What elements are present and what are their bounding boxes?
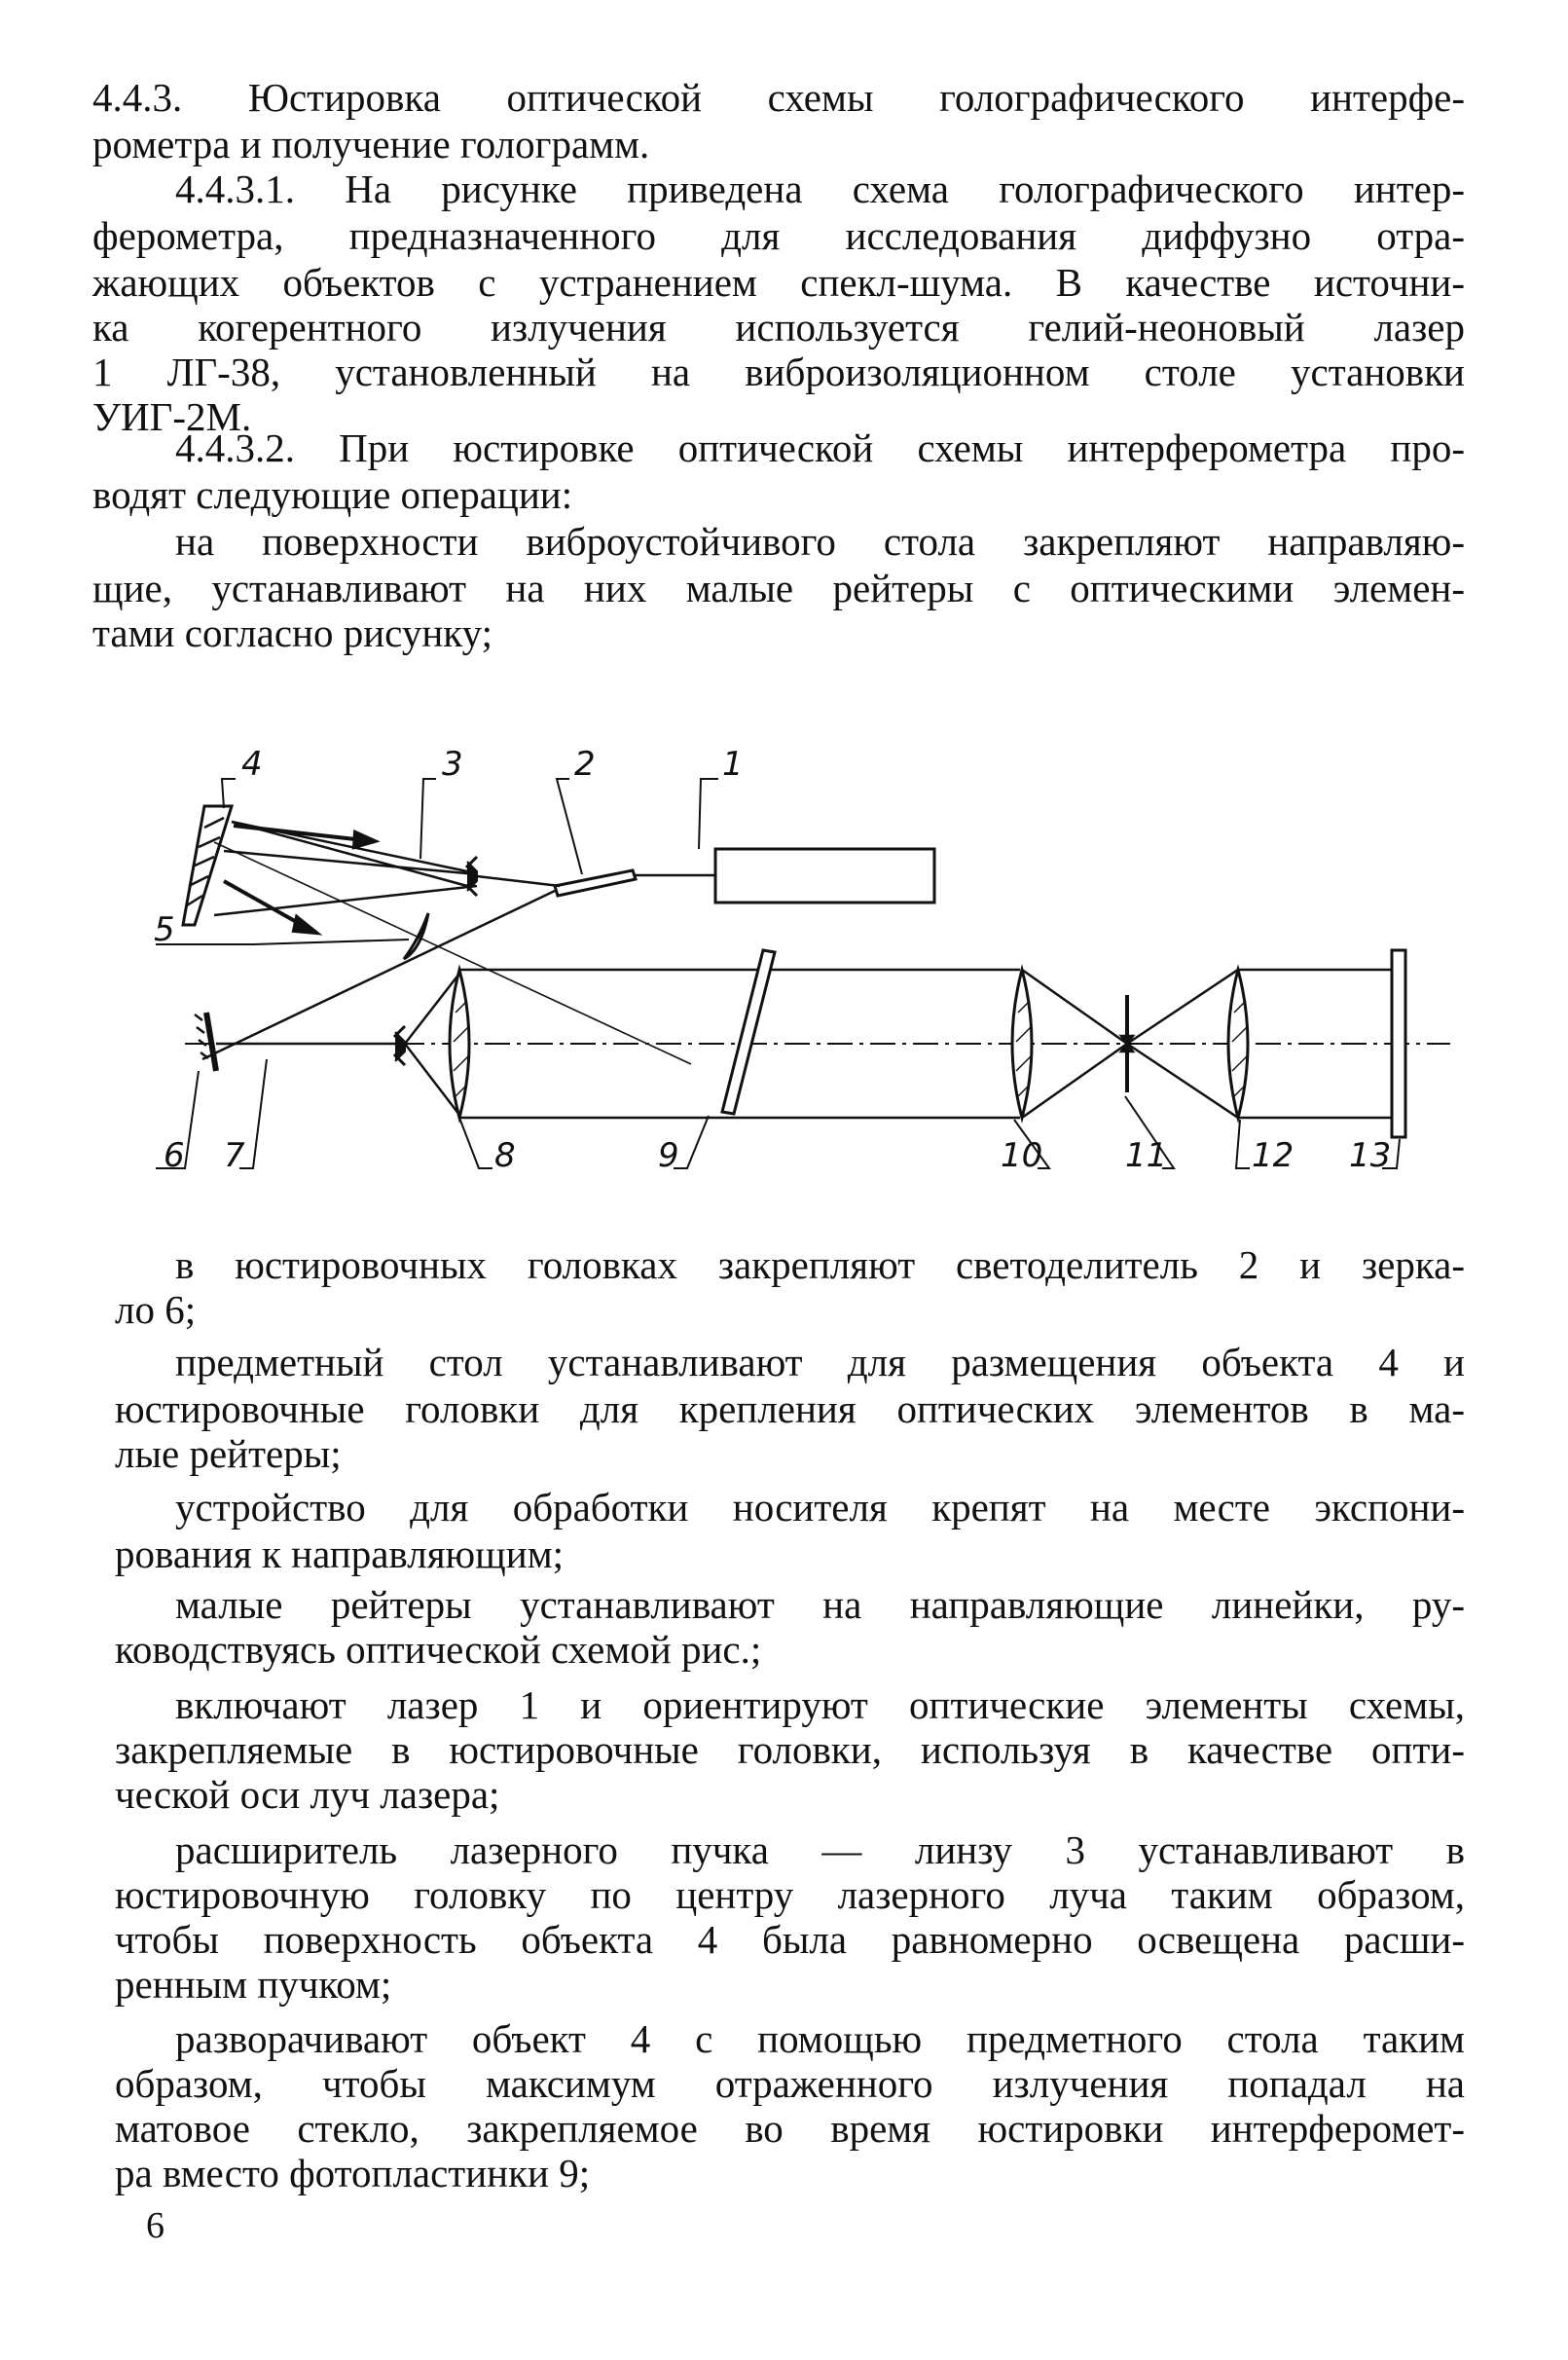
figure-label-12: 12 — [1252, 1136, 1295, 1175]
paragraph-line: 1 ЛГ-38, установленный на виброизоляционном столе установки — [92, 350, 1465, 394]
list-item-line: лые рейтеры; — [115, 1431, 342, 1476]
paragraph-line: 4.4.3.2. При юстировке оптической схемы интерферометра про- — [175, 425, 1465, 470]
figure-label-2: 2 — [574, 745, 596, 784]
list-item-line: ло 6; — [115, 1287, 197, 1332]
paragraph-line: УИГ-2М. — [92, 394, 252, 439]
list-item-line: предметный стол устанавливают для размещения объекта 4 и — [175, 1340, 1465, 1384]
page-number: 6 — [146, 2205, 164, 2246]
ray-line — [1127, 970, 1238, 1044]
lens-8 — [450, 970, 469, 1118]
list-item-line: ководствуясь оптической схемой рис.; — [115, 1627, 762, 1672]
paragraph-line: ка когерентного излучения используется гелий-неоновый лазер — [92, 305, 1465, 350]
ray-line — [202, 891, 555, 1059]
lens-7 — [395, 1026, 405, 1065]
list-item-line: включают лазер 1 и ориентируют оптические элементы схемы, — [175, 1682, 1465, 1727]
lens-3 — [467, 857, 477, 896]
figure-label-9: 9 — [658, 1136, 679, 1175]
lens-12 — [1228, 970, 1248, 1118]
list-item-line: ческой оси луч лазера; — [115, 1772, 500, 1817]
list-item-line: рования к направляющим; — [115, 1531, 565, 1576]
list-item-line: закрепляемые в юстировочные головки, используя в качестве опти- — [115, 1727, 1465, 1772]
ray-line — [1127, 1044, 1238, 1118]
screen-13 — [1392, 950, 1405, 1137]
ray-line — [1022, 1044, 1127, 1118]
beam-line — [477, 876, 560, 886]
arrow-icon — [224, 826, 375, 933]
figure-label-10: 10 — [1001, 1136, 1043, 1175]
section-title-line: рометра и получение голограмм. — [92, 122, 650, 166]
paragraph-line: ферометра, предназначенного для исследования диффузно отра- — [92, 213, 1465, 258]
figure-label-4: 4 — [241, 745, 263, 784]
laser-box — [715, 849, 934, 903]
lens-10 — [1012, 970, 1032, 1118]
list-item-line: ренным пучком; — [115, 1962, 392, 2007]
list-item-line: щие, устанавливают на них малые рейтеры с оптическими элемен- — [92, 566, 1465, 610]
figure-label-6: 6 — [164, 1136, 185, 1175]
paragraph-line: жающих объектов с устранением спекл-шума. В качестве источни- — [92, 260, 1465, 305]
list-item-line: чтобы поверхность объекта 4 была равномерно освещена расши- — [115, 1917, 1465, 1962]
optical-scheme-figure — [154, 745, 1450, 1178]
figure-label-8: 8 — [494, 1136, 516, 1175]
figure-label-13: 13 — [1349, 1136, 1392, 1175]
list-item-line: разворачивают объект 4 с помощью предметного стола таким — [175, 2016, 1465, 2061]
ray-line — [214, 886, 477, 915]
paragraph-line: 4.4.3.1. На рисунке приведена схема голографического интер- — [175, 166, 1465, 211]
list-item-line: устройство для обработки носителя крепят на месте экспони- — [175, 1485, 1465, 1530]
list-item-line: тами согласно рисунку; — [92, 610, 492, 655]
figure-label-1: 1 — [722, 745, 744, 784]
mirror-6 — [195, 1013, 216, 1071]
list-item-line: на поверхности виброустойчивого стола закрепляют направляю- — [175, 519, 1465, 564]
figure-label-5: 5 — [154, 910, 175, 949]
paragraph-line: водят следующие операции: — [92, 472, 573, 517]
photoplate-9 — [722, 950, 775, 1114]
list-item-line: юстировочную головку по центру лазерного луча таким образом, — [115, 1872, 1465, 1917]
ray-line — [1022, 970, 1127, 1044]
list-item-line: образом, чтобы максимум отраженного излучения попадал на — [115, 2061, 1465, 2106]
object-4 — [183, 806, 232, 925]
figure-label-3: 3 — [442, 745, 463, 784]
list-item-line: юстировочные головки для крепления оптических элементов в ма- — [115, 1386, 1465, 1431]
figure-label-11: 11 — [1125, 1136, 1168, 1175]
list-item-line: расширитель лазерного пучка — линзу 3 устанавливают в — [175, 1827, 1465, 1872]
list-item-line: ра вместо фотопластинки 9; — [115, 2151, 591, 2195]
list-item-line: малые рейтеры устанавливают на направляющие линейки, ру- — [175, 1582, 1465, 1627]
list-item-line: в юстировочных головках закрепляют светоделитель 2 и зерка- — [175, 1242, 1465, 1287]
figure-label-7: 7 — [224, 1136, 245, 1175]
list-item-line: матовое стекло, закрепляемое во время юстировки интерферомет- — [115, 2106, 1465, 2151]
beam-splitter-2 — [555, 870, 636, 896]
section-title-line: 4.4.3. Юстировка оптической схемы голографического интерфе- — [92, 75, 1465, 120]
